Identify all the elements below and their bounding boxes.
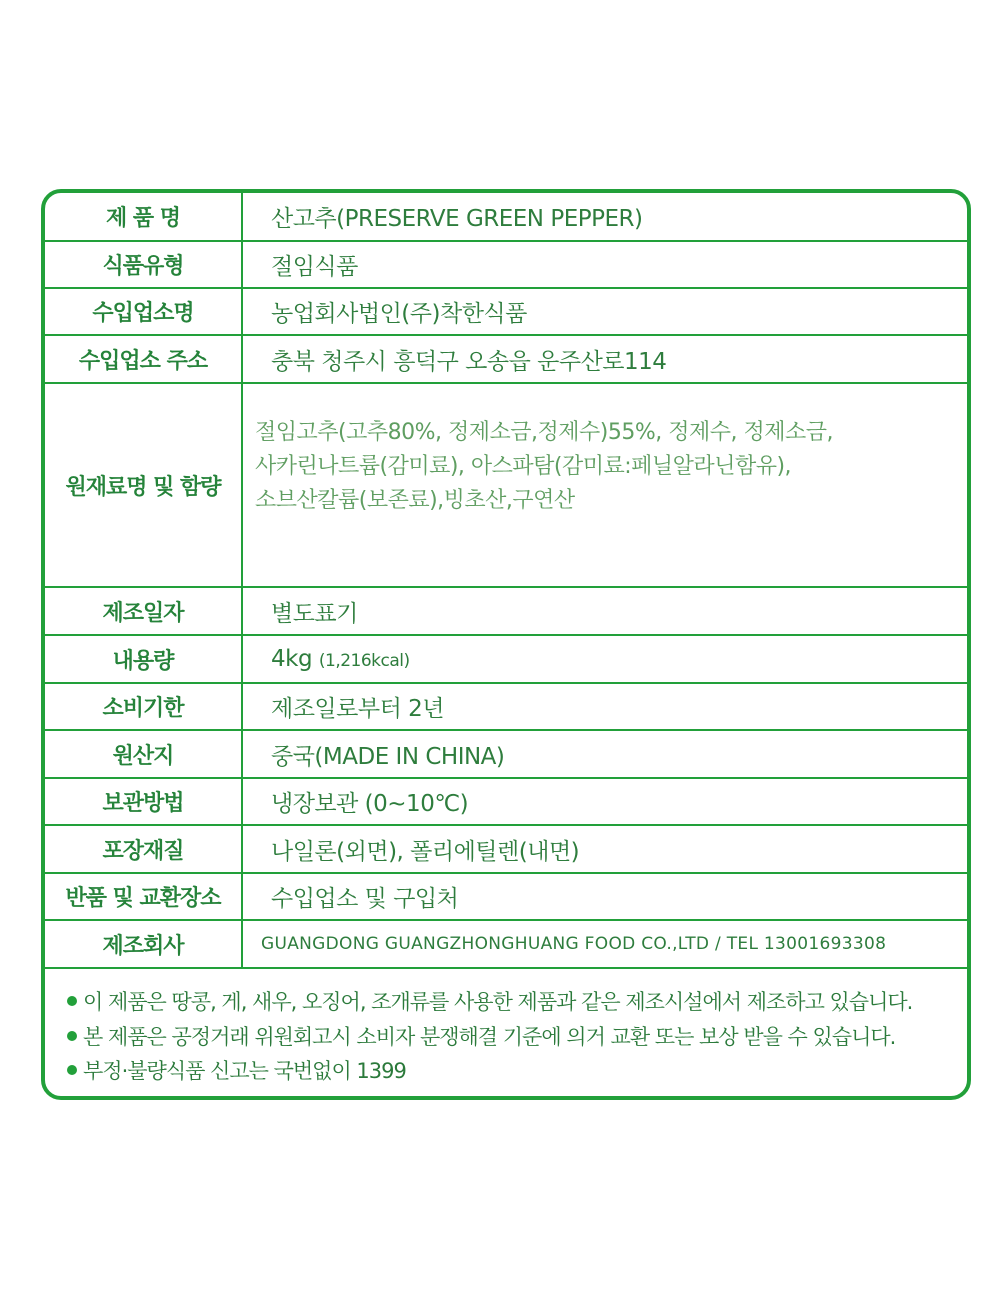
ingredients-label: 원재료명 및 함량 [45,383,242,587]
ingredients-value [242,383,967,587]
return-place-label: 반품 및 교환장소 [45,873,242,920]
row-storage [45,778,967,825]
storage-value: 냉장보관 (0~10℃) [242,778,967,825]
bullet-icon [67,996,77,1006]
importer-address-value: 충북 청주시 흥덕구 오송읍 운주산로114 [242,335,967,383]
product-info-table [45,193,967,969]
net-content-value [242,635,967,683]
storage-label: 보관방법 [45,778,242,825]
row-manufacture-date [45,587,967,635]
importer-address-label: 수입업소 주소 [45,335,242,383]
notes-section [45,969,967,1089]
manufacturer-value: GUANGDONG GUANGZHONGHUANG FOOD CO.,LTD / TEL 13001693308 [242,920,967,968]
manufacturer-label: 제조회사 [45,920,242,968]
product-name-value: 산고추(PRESERVE GREEN PEPPER) [242,193,967,241]
row-importer-address [45,335,967,383]
origin-label: 원산지 [45,730,242,778]
row-origin [45,730,967,778]
bullet-icon [67,1031,77,1041]
importer-name-label: 수입업소명 [45,288,242,335]
row-expiry [45,683,967,730]
origin-value: 중국(MADE IN CHINA) [242,730,967,778]
packaging-value: 나일론(외면), 폴리에틸렌(내면) [242,825,967,873]
compensation-note: 본 제품은 공정거래 위원회고시 소비자 분쟁해결 기준에 의거 교환 또는 보상 받을 수 있습니다. [67,1020,967,1055]
row-return-place [45,873,967,920]
product-info-panel [41,189,971,1100]
expiry-value: 제조일로부터 2년 [242,683,967,730]
ingredients-line: 사카린나트륨(감미료), 아스파탐(감미료:페닐알라닌함유), [255,454,792,479]
ingredients-line: 소브산칼륨(보존료),빙초산,구연산 [255,488,575,513]
importer-name-value: 농업회사법인(주)착한식품 [242,288,967,335]
net-weight: 4kg [271,646,313,672]
packaging-label: 포장재질 [45,825,242,873]
row-ingredients [45,383,967,587]
manufacture-date-label: 제조일자 [45,587,242,635]
food-type-label: 식품유형 [45,241,242,288]
manufacture-date-value: 별도표기 [242,587,967,635]
calories: (1,216kcal) [318,651,410,671]
expiry-label: 소비기한 [45,683,242,730]
product-name-label: 제 품 명 [45,193,242,241]
row-manufacturer [45,920,967,968]
row-importer-name [45,288,967,335]
row-product-name [45,193,967,241]
row-food-type [45,241,967,288]
return-place-value: 수입업소 및 구입처 [242,873,967,920]
allergen-note: 이 제품은 땅콩, 게, 새우, 오징어, 조개류를 사용한 제품과 같은 제조시설에서 제조하고 있습니다. [67,985,967,1020]
row-packaging [45,825,967,873]
row-net-content [45,635,967,683]
bullet-icon [67,1065,77,1075]
ingredients-line: 절임고추(고추80%, 정제소금,정제수)55%, 정제수, 정제소금, [255,420,833,445]
report-note: 부정·불량식품 신고는 국번없이 1399 [67,1054,967,1089]
net-content-label: 내용량 [45,635,242,683]
food-type-value: 절임식품 [242,241,967,288]
